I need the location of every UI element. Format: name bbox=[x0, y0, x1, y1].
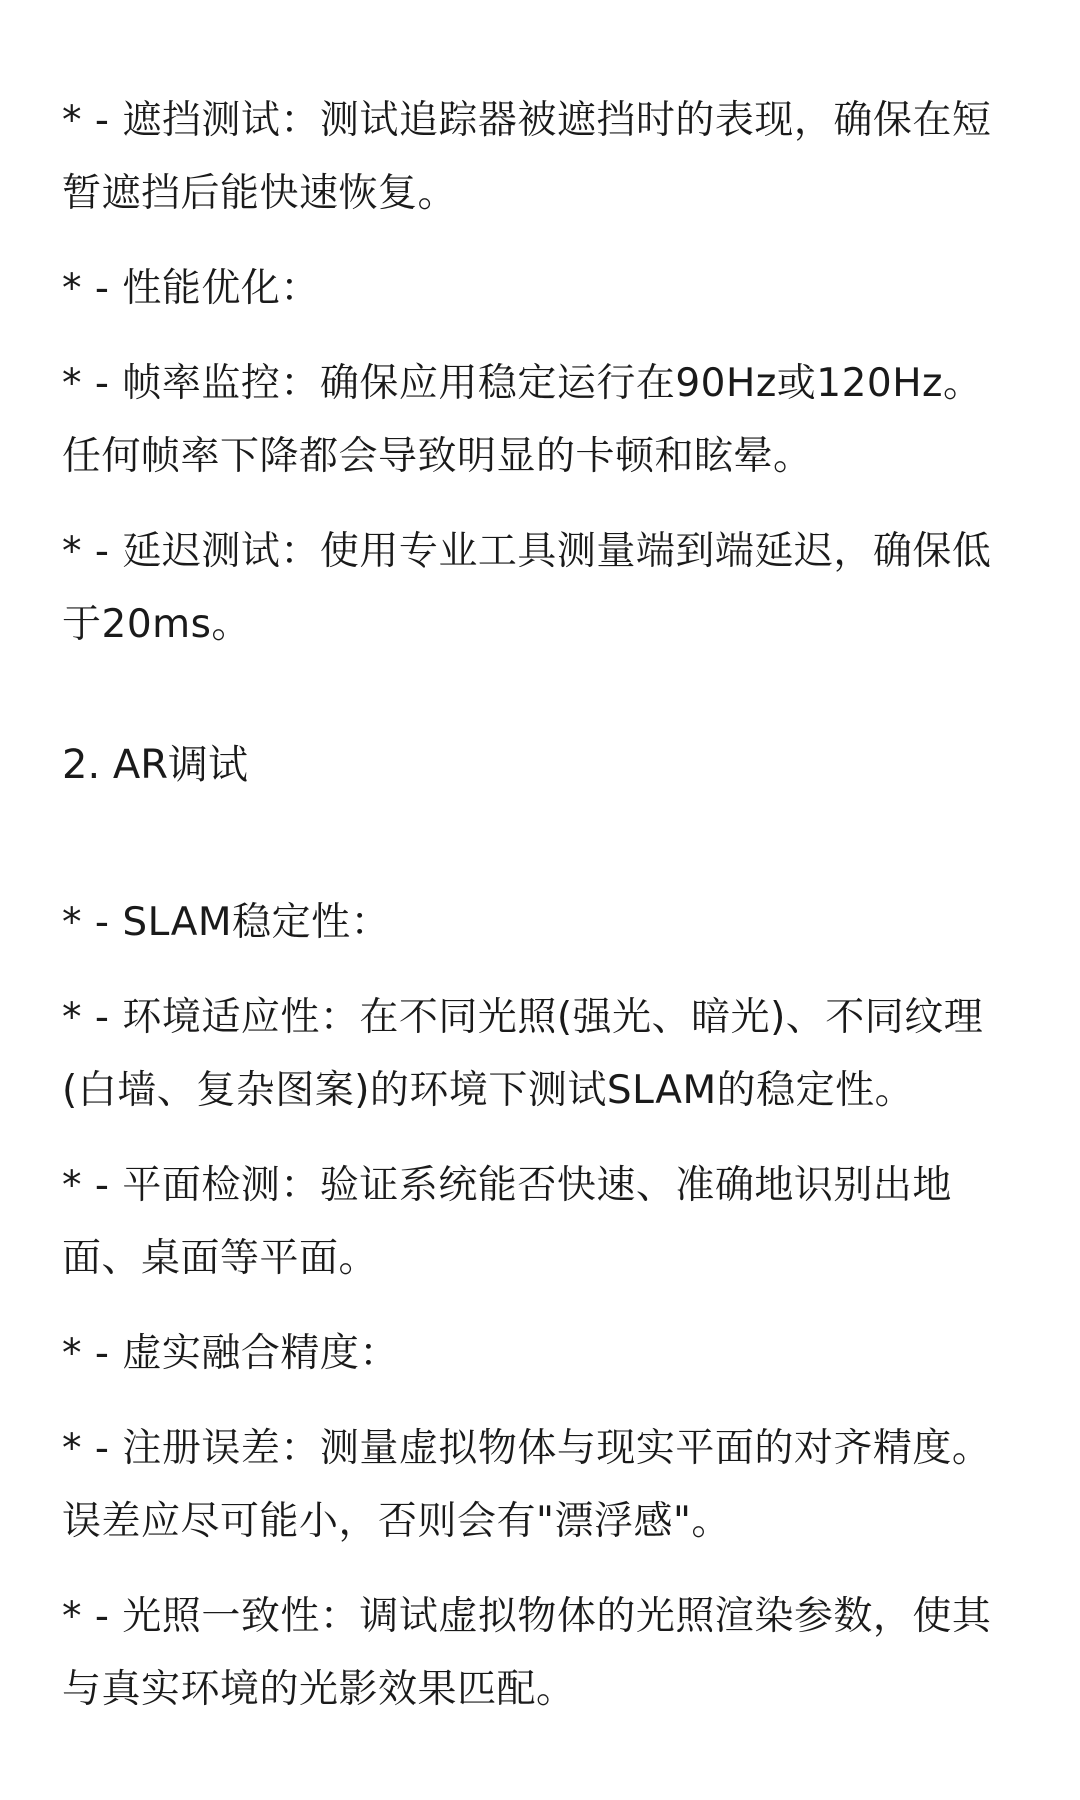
section-heading-ar-debugging: 2. AR调试 bbox=[62, 742, 249, 788]
performance-optimization-item: * - 性能优化： bbox=[62, 266, 320, 311]
latency-test-item: * - 延迟测试：使用专业工具测量端到端延迟，确保低于20ms。 bbox=[62, 529, 992, 647]
frame-rate-monitoring-item: * - 帧率监控：确保应用稳定运行在90Hz或120Hz。任何帧率下降都会导致明显的卡顿和眩晕。 bbox=[62, 361, 983, 479]
registration-error-item: * - 注册误差：测量虚拟物体与现实平面的对齐精度。误差应尽可能小，否则会有"漂浮感"。 bbox=[62, 1426, 992, 1544]
slam-stability-item: * - SLAM稳定性： bbox=[62, 900, 391, 945]
virtual-real-fusion-item: * - 虚实融合精度： bbox=[62, 1331, 399, 1376]
environment-adaptability-item: * - 环境适应性：在不同光照(强光、暗光)、不同纹理(白墙、复杂图案)的环境下测试SLAM的稳定性。 bbox=[62, 995, 984, 1113]
occlusion-test-item: * - 遮挡测试：测试追踪器被遮挡时的表现，确保在短暂遮挡后能快速恢复。 bbox=[62, 98, 992, 216]
lighting-consistency-item: * - 光照一致性：调试虚拟物体的光照渲染参数，使其与真实环境的光影效果匹配。 bbox=[62, 1594, 992, 1712]
plane-detection-item: * - 平面检测：验证系统能否快速、准确地识别出地面、桌面等平面。 bbox=[62, 1163, 952, 1281]
